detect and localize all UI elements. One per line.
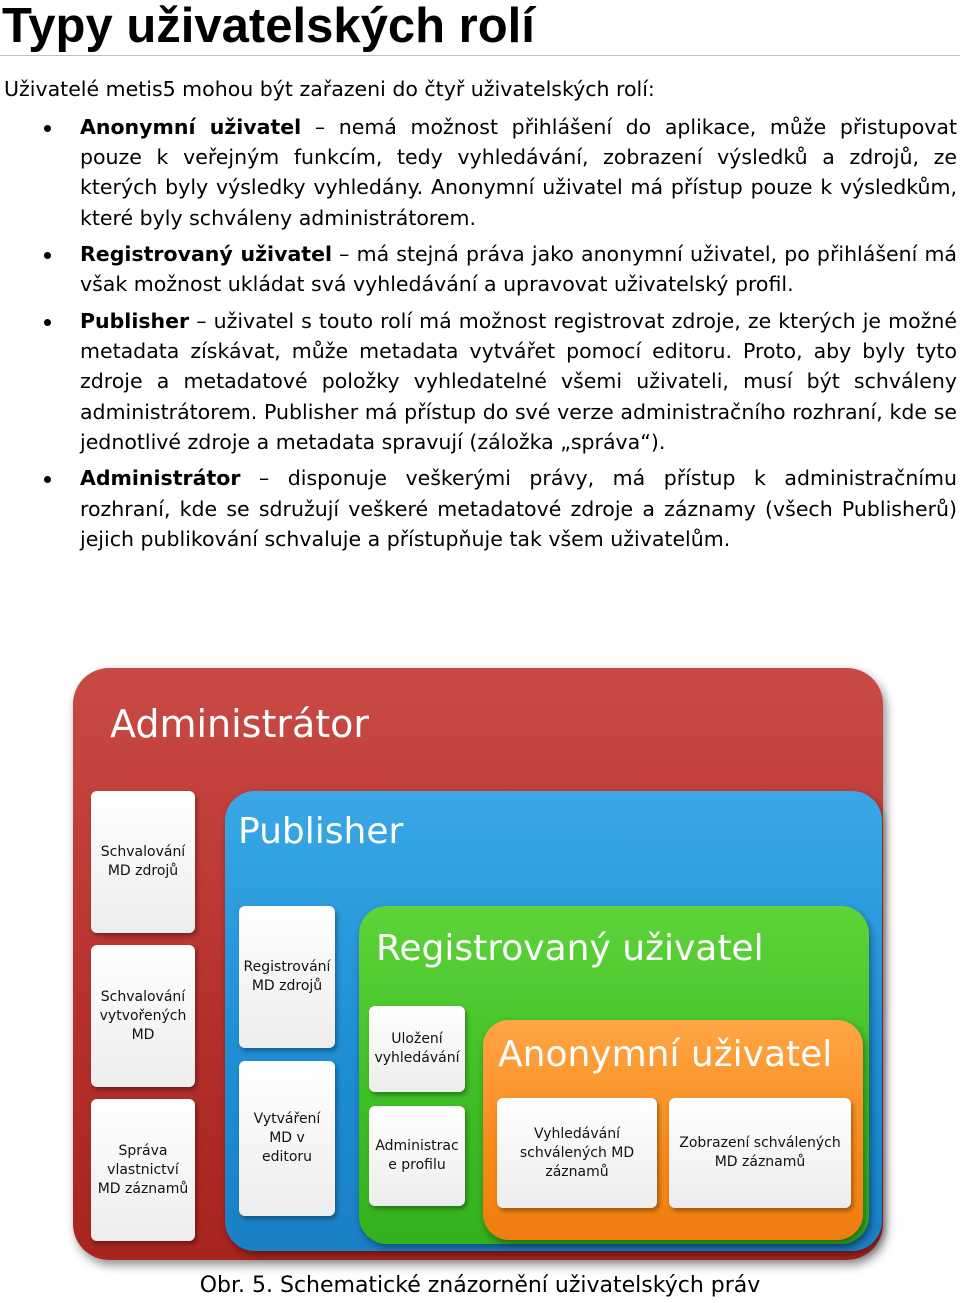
role-name: Registrovaný uživatel — [80, 242, 333, 267]
role-item-publisher — [0, 306, 960, 457]
bullet-icon — [44, 252, 51, 259]
publisher-item-editor: Vytváření MD v editoru — [239, 1061, 335, 1216]
role-description: – disponuje veškerými právy, má přístup k administračnímu rozhraní, kde se sdružují veškeré metadatové zdroje a záznamy (všech Publisherů) jejich publikování schvaluje a přístupňuje tak všem uživatelům. — [80, 466, 957, 551]
anonymous-box — [483, 1020, 863, 1240]
admin-item-ownership: Správa vlastnictví MD záznamů — [91, 1099, 195, 1241]
title-divider — [0, 55, 960, 56]
figure-caption: Obr. 5. Schematické znázornění uživatelských práv — [199, 1273, 761, 1298]
roles-list — [0, 112, 960, 560]
anonymous-title: Anonymní uživatel — [498, 1034, 833, 1075]
role-description: – má stejná práva jako anonymní uživatel, po přihlášení má však možnost ukládat svá vyhledávání a upravovat uživatelský profil. — [80, 242, 957, 297]
publisher-item-register-sources: Registrování MD zdrojů — [239, 906, 335, 1048]
registered-title: Registrovaný uživatel — [376, 928, 764, 969]
bullet-icon — [44, 319, 51, 326]
roles-diagram — [60, 660, 900, 1270]
administrator-title: Administrátor — [110, 702, 370, 746]
anonymous-item-view-records: Zobrazení schválených MD záznamů — [669, 1098, 851, 1208]
role-name: Anonymní uživatel — [80, 115, 302, 139]
bullet-icon — [44, 476, 51, 483]
registered-item-save-search: Uložení vyhledávání — [369, 1006, 465, 1092]
role-item-registered — [0, 239, 960, 299]
anonymous-item-search: Vyhledávání schválených MD záznamů — [497, 1098, 657, 1208]
publisher-title: Publisher — [238, 811, 404, 852]
role-item-administrator — [0, 463, 960, 554]
role-name: Publisher — [80, 309, 190, 333]
role-description: – uživatel s touto rolí má možnost registrovat zdroje, ze kterých je možné metadata získávat, může metadata vytvářet pomocí editoru. Proto, aby byly tyto zdroje a metadatové položky vyhledatelné všemi uživateli, musí být schváleny administrátorem. Publisher má přístup do své verze administračního rozhraní, kde se jednotlivé zdroje a metadata spravují (záložka „správa“). — [80, 309, 957, 454]
role-description: – nemá možnost přihlášení do aplikace, může přistupovat pouze k veřejným funkcím, tedy vyhledávání, zobrazení výsledků a zdrojů, ze kterých byly výsledky vyhledány. Anonymní uživatel má přístup pouze k výsledkům, které byly schváleny administrátorem. — [80, 115, 957, 230]
intro-paragraph: Uživatelé metis5 mohou být zařazeni do čtyř uživatelských rolí: — [4, 77, 655, 101]
bullet-icon — [44, 125, 51, 132]
page-title: Typy uživatelských rolí — [2, 0, 535, 53]
admin-item-approve-created: Schvalování vytvořených MD — [91, 945, 195, 1087]
administrator-box — [73, 668, 883, 1260]
role-name: Administrátor — [80, 466, 241, 491]
role-item-anonymous — [0, 112, 960, 233]
registered-item-profile: Administrac e profilu — [369, 1106, 465, 1206]
admin-item-approve-sources: Schvalování MD zdrojů — [91, 791, 195, 933]
